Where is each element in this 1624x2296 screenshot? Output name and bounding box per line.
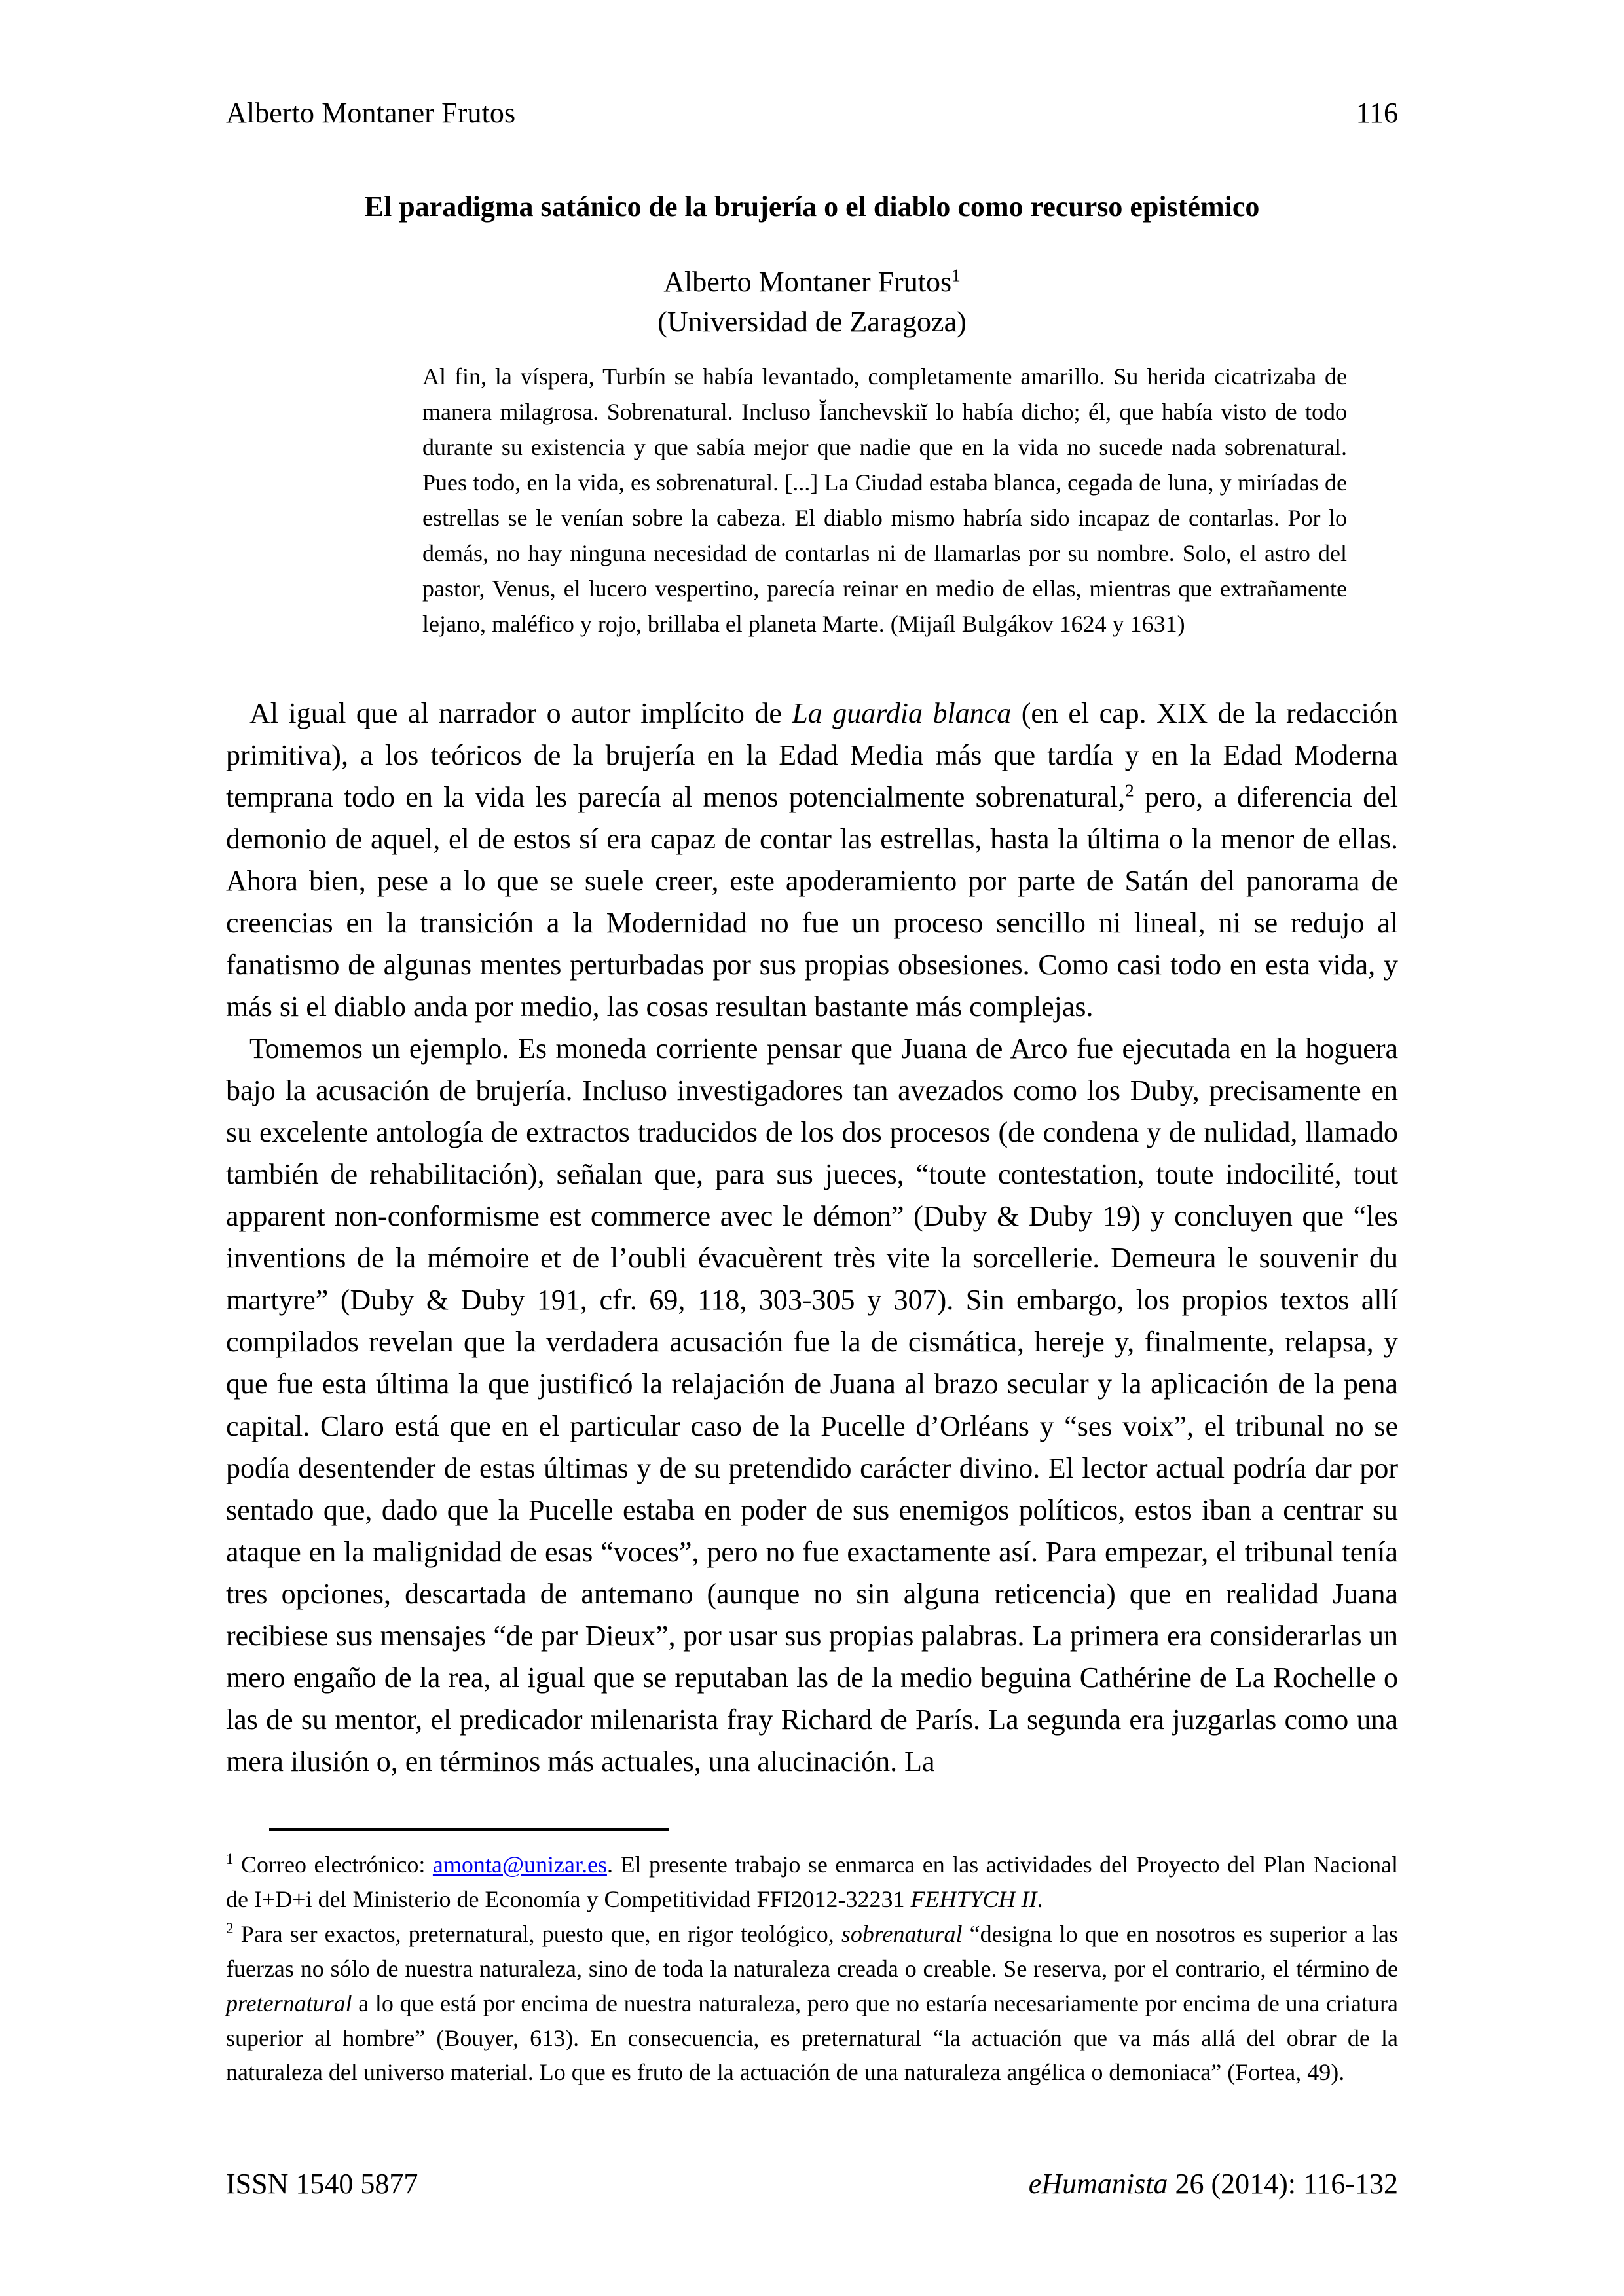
article-content	[226, 190, 1398, 1783]
paragraph-2: Tomemos un ejemplo. Es moneda corriente pensar que Juana de Arco fue ejecutada en la hoguera bajo la acusación de brujería. Incluso investigadores tan avezados como los Duby, precisamente en su excelente antología de extractos traducidos de los dos procesos (de condena y de nulidad, llamado también de rehabilitación), señalan que, para sus jueces, “toute contestation, toute indocilité, tout apparent non-conformisme est commerce avec le démon” (Duby & Duby 19) y concluyen que “les inventions de la mémoire et de l’oubli évacuèrent très vite la sorcellerie. Demeura le souvenir du martyre” (Duby & Duby 191, cfr. 69, 118, 303-305 y 307). Sin embargo, los propios textos allí compilados revelan que la verdadera acusación fue la de cismática, hereje y, finalmente, relapsa, y que fue esta última la que justificó la relajación de Juana al brazo secular y la aplicación de la pena capital. Claro está que en el particular caso de la Pucelle d’Orléans y “ses voix”, el tribunal no se podía desentender de estas últimas y de su pretendido carácter divino. El lector actual podría dar por sentado que, dado que la Pucelle estaba en poder de sus enemigos políticos, estos iban a centrar su ataque en la malignidad de esas “voces”, pero no fue exactamente así. Para empezar, el tribunal tenía tres opciones, descartada de antemano (aunque no sin alguna reticencia) que en realidad Juana recibiese sus mensajes “de par Dieux”, por usar sus propias palabras. La primera era considerarlas un mero engaño de la rea, al igual que se reputaban las de la medio beguina Cathérine de La Rochelle o las de su mentor, el predicador milenarista fray Richard de París. La segunda era juzgarlas como una mera ilusión o, en términos más actuales, una alucinación. La	[226, 1032, 1398, 1777]
journal-issue-pages: 26 (2014): 116-132	[1168, 2168, 1398, 2200]
work-title-la-guardia-blanca: La guardia blanca	[792, 697, 1012, 730]
footnote-1	[226, 1848, 1398, 1917]
paragraph-1-part-b: (en el cap. XIX de la redacción primitiva), a los teóricos de la brujería en la Edad Media más que tardía y en la Edad Moderna temprana todo en la vida les parecía al menos potencialmente sobrenatural,	[226, 697, 1398, 814]
footnote-2-marker: 2	[226, 1919, 234, 1937]
page-footer	[226, 2167, 1398, 2200]
issn: ISSN 1540 5877	[226, 2168, 418, 2200]
paragraph-1-part-c: pero, a diferencia del demonio de aquel, el de estos sí era capaz de contar las estrellas, hasta la última o la menor de ellas. Ahora bien, pese a lo que se suele creer, este apoderamiento por parte de Satán del panorama de creencias en la transición a la Modernidad no fue un proceso sencillo ni lineal, ni se redujo al fanatismo de algunas mentes perturbadas por sus propias obsesiones. Como casi todo en esta vida, y más si el diablo anda por medio, las cosas resultan bastante más complejas.	[226, 781, 1399, 1023]
article-affiliation: (Universidad de Zaragoza)	[657, 305, 967, 338]
email-link[interactable]: amonta@unizar.es	[432, 1851, 607, 1878]
footnote-1-part-c: .	[1037, 1886, 1043, 1912]
footnote-separator-rule	[269, 1828, 669, 1831]
term-preternatural: preternatural	[226, 1990, 352, 2016]
journal-citation	[1029, 2167, 1398, 2200]
footnote-1-part-b: . El presente trabajo se enmarca en las actividades del Proyecto del Plan Nacional de I+D+i del Ministerio de Economía y Competitividad FFI2012-32231	[226, 1851, 1398, 1912]
footnote-reference-2[interactable]: 2	[1125, 780, 1134, 801]
article-author: Alberto Montaner Frutos	[663, 265, 952, 298]
page-title: El paradigma satánico de la brujería o el diablo como recurso epistémico	[364, 191, 1260, 223]
running-head-author: Alberto Montaner Frutos	[226, 97, 516, 129]
footnote-reference-1[interactable]: 1	[951, 265, 961, 285]
term-sobrenatural: sobrenatural	[841, 1920, 963, 1947]
footnote-1-part-a: Correo electrónico:	[233, 1851, 433, 1878]
epigraph-text: Al fin, la víspera, Turbín se había levantado, completamente amarillo. Su herida cicatrizaba de manera milagrosa. Sobrenatural. Incluso Ĭanchevskiĭ lo había dicho; él, que había visto de todo durante su existencia y que sabía mejor que nadie que en la vida no sucede nada sobrenatural. Pues todo, en la vida, es sobrenatural. [...] La Ciudad estaba blanca, cegada de luna, y miríadas de estrellas se le venían sobre la cabeza. El diablo mismo habría sido incapaz de contarlas. Por lo demás, no hay ninguna necesidad de contarlas ni de llamarlas por su nombre. Solo, el astro del pastor, Venus, el lucero vespertino, parecía reinar en medio de ellas, mientras que extrañamente lejano, maléfico y rojo, brillaba el planeta Marte. (Mijaíl Bulgákov 1624 y 1631)	[422, 363, 1347, 638]
running-head	[226, 97, 1398, 130]
running-head-page-number: 116	[1356, 97, 1398, 129]
footnote-2-part-c: a lo que está por encima de nuestra naturaleza, pero que no estaría necesariamente por encima de una criatura superior al hombre” (Bouyer, 613). En consecuencia, es preternatural “la actuación que va más allá del obrar de la naturaleza del universo material. Lo que es fruto de la actuación de una naturaleza angélica o demoniaca” (Fortea, 49).	[226, 1990, 1398, 2086]
footnote-2-part-b: “designa lo que en nosotros es superior a las fuerzas no sólo de nuestra naturaleza, sino de toda la naturaleza creada o creable. Se reserva, por el contrario, el término de	[226, 1920, 1398, 1982]
project-acronym: FEHTYCH II	[910, 1886, 1037, 1912]
paragraph-1	[226, 693, 1398, 1028]
byline	[226, 263, 1398, 342]
journal-name: eHumanista	[1028, 2168, 1168, 2200]
footnote-1-marker: 1	[226, 1850, 234, 1867]
epigraph-block	[226, 359, 1398, 642]
footnote-2-part-a: Para ser exactos, preternatural, puesto que, en rigor teológico,	[233, 1920, 841, 1947]
footnotes-section	[226, 1828, 1398, 2090]
body-text	[226, 693, 1398, 1782]
paragraph-1-part-a: Al igual que al narrador o autor implícito de	[249, 697, 792, 730]
footnote-2	[226, 1917, 1398, 2090]
